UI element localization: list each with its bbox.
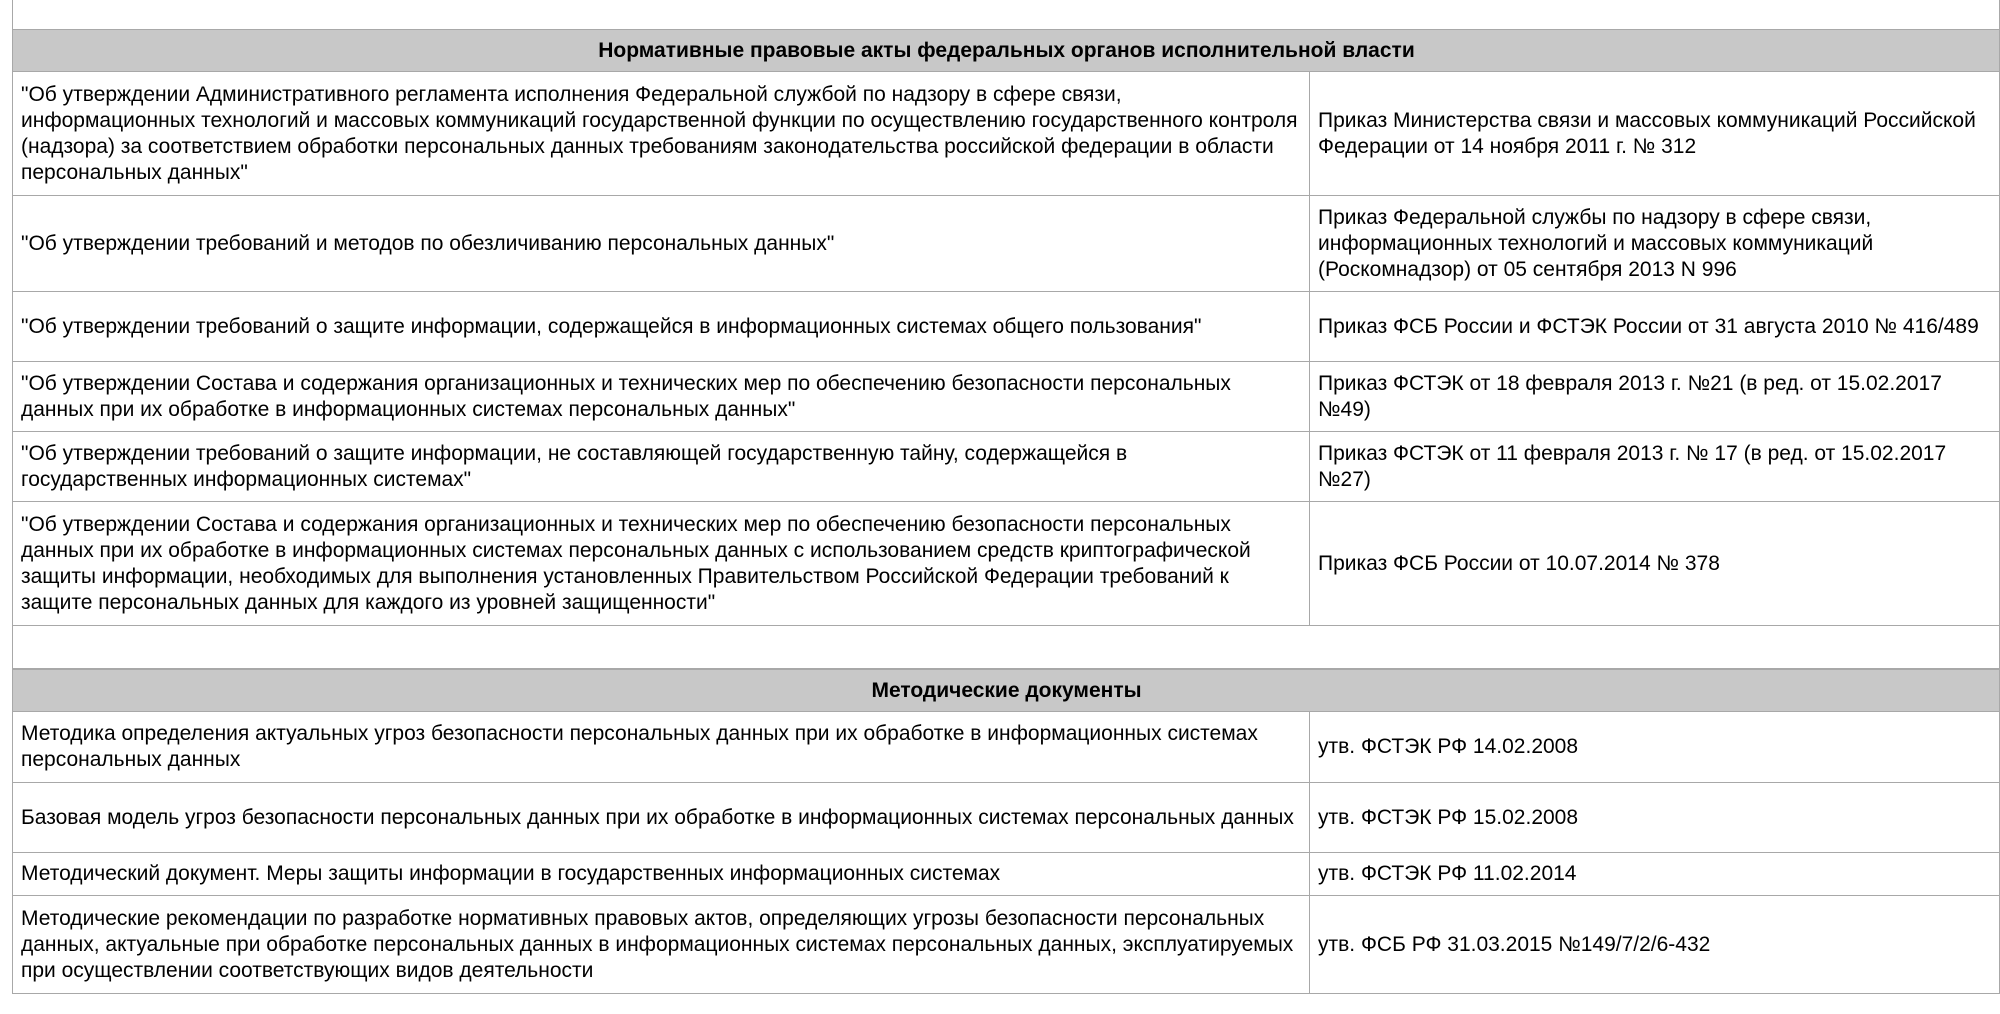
act-document-cell: Приказ ФСБ России от 10.07.2014 № 378 [1318, 551, 1720, 575]
method-document-cell: утв. ФСТЭК РФ 15.02.2008 [1318, 805, 1579, 829]
method-title-cell: Методический документ. Меры защиты информации в государственных информационных системах [13, 853, 1310, 895]
method-document-cell: утв. ФСБ РФ 31.03.2015 №149/7/2/6-432 [1318, 932, 1711, 956]
table-row [12, 502, 2000, 626]
table-row [12, 896, 2000, 994]
act-document-cell: Приказ Министерства связи и массовых коммуникаций Российской Федерации от 14 ноября 2011 г. № 312 [1318, 108, 1976, 158]
act-title-cell: "Об утверждении требований о защите информации, содержащейся в информационных системах общего пользования" [13, 292, 1310, 361]
method-document-cell: утв. ФСТЭК РФ 14.02.2008 [1318, 735, 1579, 758]
act-title-cell: "Об утверждении Состава и содержания организационных и технических мер по обеспечению безопасности персональных данных при их обработке в информационных системах персональных данных с использованием средств криптографической защиты информации, необходимых для выполнения установленных Правительством Российской Федерации требований к защите персональных данных для каждого из уровней защищенности" [13, 502, 1310, 625]
method-title-cell: Методика определения актуальных угроз безопасности персональных данных при их обработке в информационных системах персональных данных [13, 712, 1310, 782]
act-title-cell: "Об утверждении требований о защите информации, не составляющей государственную тайну, содержащейся в государственных информационных системах" [13, 432, 1310, 501]
act-document-cell: Приказ ФСТЭК от 11 февраля 2013 г. № 17 (в ред. от 15.02.2017 №27) [1318, 441, 1947, 491]
top-empty-row [12, 0, 2000, 30]
act-document-cell: Приказ Федеральной службы по надзору в сфере связи, информационных технологий и массовых коммуникаций (Роскомнадзор) от 05 сентября 2013 N 996 [1318, 205, 1874, 281]
act-title-cell: "Об утверждении требований и методов по обезличиванию персональных данных" [13, 196, 1310, 291]
section-title: Методические документы [871, 678, 1142, 702]
act-title-cell: "Об утверждении Состава и содержания организационных и технических мер по обеспечению безопасности персональных данных при их обработке в информационных системах персональных данных" [13, 362, 1310, 431]
table-row [12, 712, 2000, 783]
act-document-cell: Приказ ФСТЭК от 18 февраля 2013 г. №21 (в ред. от 15.02.2017 №49) [1318, 371, 1942, 421]
spacer-row [12, 626, 2000, 669]
table-row [12, 196, 2000, 292]
table-row [12, 72, 2000, 196]
act-document-cell: Приказ ФСБ России и ФСТЭК России от 31 августа 2010 № 416/489 [1318, 314, 1979, 338]
section-header-normative-acts [12, 29, 2000, 72]
table-row [12, 853, 2000, 896]
section-title: Нормативные правовые акты федеральных органов исполнительной власти [598, 38, 1415, 62]
table-row [12, 362, 2000, 432]
section-header-methodical-documents [12, 669, 2000, 712]
method-document-cell: утв. ФСТЭК РФ 11.02.2014 [1318, 862, 1577, 885]
method-title-cell: Базовая модель угроз безопасности персональных данных при их обработке в информационных системах персональных данных [13, 783, 1310, 852]
act-title-cell: "Об утверждении Административного регламента исполнения Федеральной службой по надзору в сфере связи, информационных технологий и массовых коммуникаций государственной функции по осуществлению государственного контроля (надзора) за соответствием обработки персональных данных требованиям законодательства российской федерации в области персональных данных" [13, 72, 1310, 195]
table-row [12, 432, 2000, 502]
table-row [12, 783, 2000, 853]
table-row [12, 292, 2000, 362]
method-title-cell: Методические рекомендации по разработке нормативных правовых актов, определяющих угрозы безопасности персональных данных, актуальные при обработке персональных данных в информационных системах персональных данных, эксплуатируемых при осуществлении соответствующих видов деятельности [13, 896, 1310, 993]
